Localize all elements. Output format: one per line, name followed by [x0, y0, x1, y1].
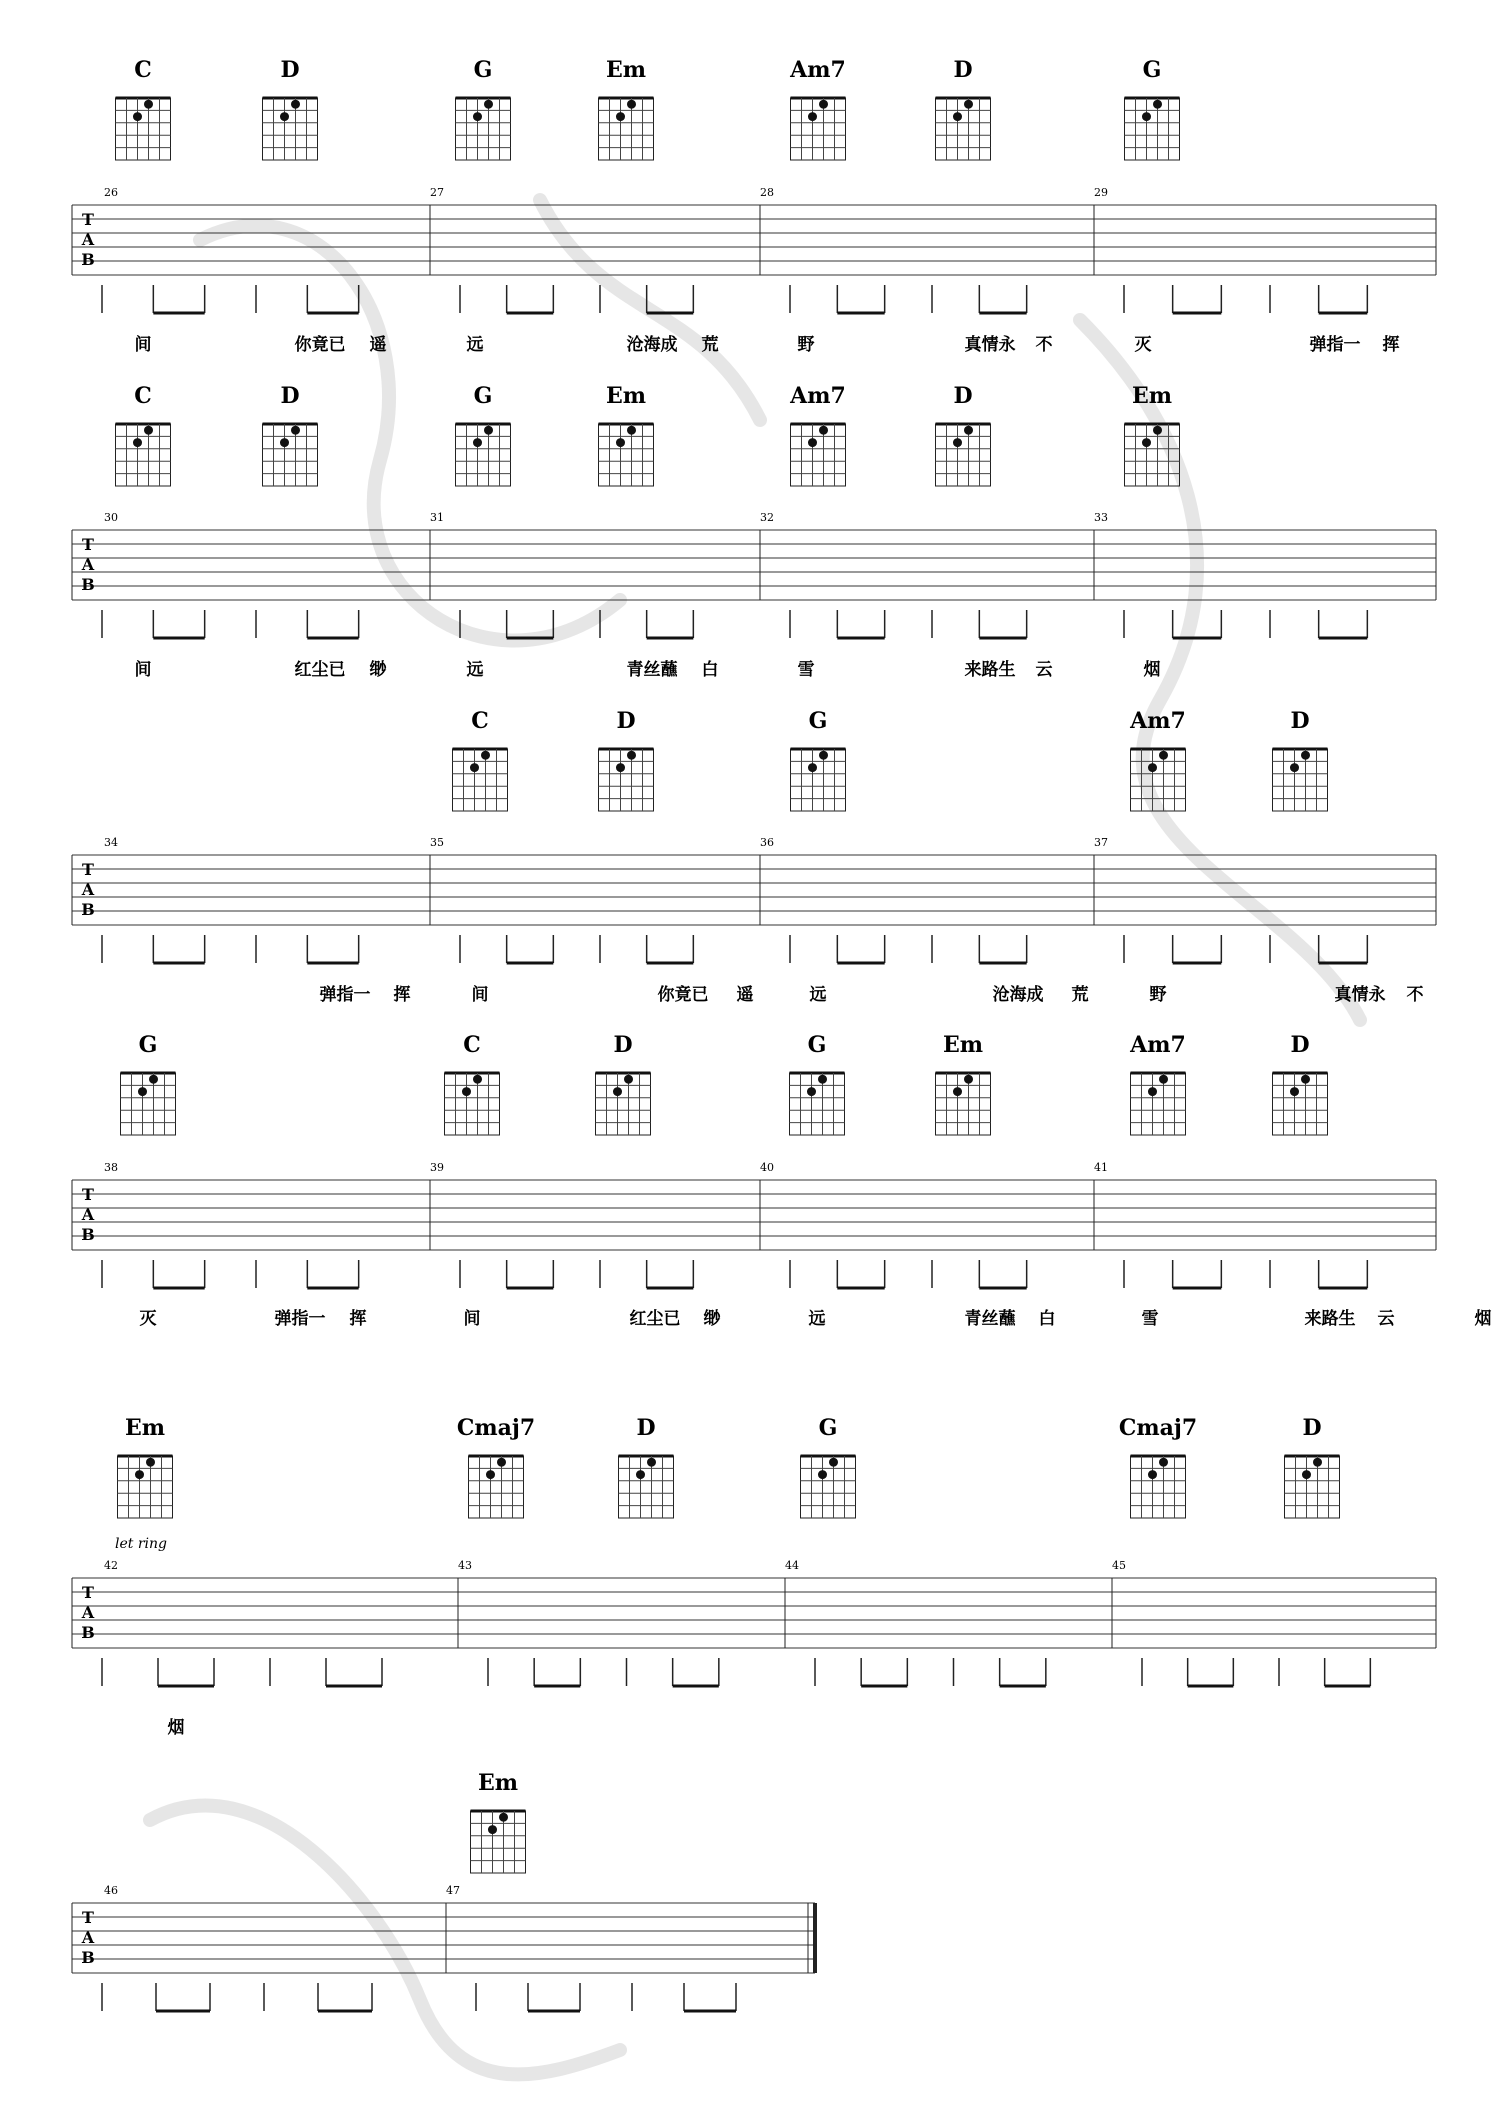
row6-chord-names — [478, 1770, 518, 1796]
row2-chord-names — [134, 383, 1172, 409]
chord-name: D — [1290, 708, 1310, 734]
chord-name: Em — [942, 1032, 984, 1058]
finger-dot — [1148, 763, 1157, 772]
tab-label-t: T — [82, 860, 94, 879]
lyric: 灭 — [139, 1309, 157, 1329]
chord-name: Em — [605, 383, 647, 409]
chord-diagram — [469, 1456, 524, 1518]
chord-name: C — [471, 708, 489, 734]
diagram-frame — [1125, 98, 1180, 160]
lyric: 烟 — [167, 1718, 185, 1738]
tab-staff — [72, 855, 1436, 963]
finger-dot — [819, 751, 828, 760]
chord-diagram — [1131, 1456, 1186, 1518]
diagram-frame — [599, 98, 654, 160]
finger-dot — [133, 112, 142, 121]
finger-dot — [616, 112, 625, 121]
lyric: 挥 — [393, 985, 411, 1005]
finger-dot — [808, 438, 817, 447]
lyric: 遥 — [369, 335, 387, 355]
watermark — [150, 200, 1360, 2074]
chord-name: Am7 — [1130, 708, 1186, 734]
row3-chord-names — [471, 708, 1309, 734]
measure-number: 33 — [1094, 511, 1108, 524]
row4-lyrics — [140, 1308, 1492, 1329]
row5-lyrics — [167, 1718, 185, 1738]
lyric: 荒 — [701, 335, 719, 355]
finger-dot — [484, 100, 493, 109]
row2-lyrics — [135, 659, 1161, 680]
finger-dot — [499, 1813, 508, 1822]
lyric: 云 — [1377, 1309, 1395, 1329]
chord-name: C — [463, 1032, 481, 1058]
diagram-frame — [791, 424, 846, 486]
lyric: 雪 — [797, 660, 815, 680]
chord-name: D — [1302, 1415, 1322, 1441]
chord-name: G — [818, 1415, 838, 1441]
measure-number: 29 — [1094, 186, 1108, 199]
lyric: 远 — [466, 335, 484, 355]
tab-label-b: B — [81, 1225, 95, 1244]
diagram-frame — [471, 1811, 526, 1873]
lyric: 野 — [1149, 985, 1167, 1005]
tab-staff — [72, 1578, 1436, 1686]
tab-label-b: B — [81, 1623, 95, 1642]
diagram-frame — [599, 424, 654, 486]
lyric: 雪 — [1141, 1309, 1159, 1329]
lyric: 弹指一 — [274, 1309, 326, 1329]
finger-dot — [1148, 1470, 1157, 1479]
measure-number: 47 — [446, 1884, 460, 1897]
measure-number: 32 — [760, 511, 774, 524]
finger-dot — [808, 763, 817, 772]
tab-label-t: T — [82, 1583, 94, 1602]
finger-dot — [473, 112, 482, 121]
chord-name: Cmaj7 — [1118, 1415, 1198, 1441]
finger-dot — [1290, 763, 1299, 772]
chord-name: D — [953, 383, 973, 409]
tab-label-t: T — [82, 210, 94, 229]
chord-diagram — [1273, 749, 1328, 811]
lyric: 野 — [797, 335, 815, 355]
finger-dot — [481, 751, 490, 760]
row3-lyrics — [320, 984, 1424, 1005]
finger-dot — [1153, 100, 1162, 109]
finger-dot — [627, 751, 636, 760]
finger-dot — [462, 1087, 471, 1096]
chord-name: Em — [477, 1770, 519, 1796]
chord-name: D — [280, 383, 300, 409]
finger-dot — [1159, 1075, 1168, 1084]
finger-dot — [497, 1458, 506, 1467]
finger-dot — [953, 112, 962, 121]
finger-dot — [953, 438, 962, 447]
measure-number: 39 — [430, 1161, 444, 1174]
lyric: 灭 — [1134, 335, 1152, 355]
finger-dot — [473, 438, 482, 447]
tab-label-a: A — [81, 230, 95, 249]
diagram-frame — [116, 424, 171, 486]
lyric: 云 — [1035, 660, 1053, 680]
chord-diagram — [790, 1073, 845, 1135]
tab-staff — [72, 1180, 1436, 1288]
chord-name: Am7 — [1130, 1032, 1186, 1058]
row1-lyrics — [135, 334, 1400, 355]
chord-diagram — [263, 424, 318, 486]
diagram-frame — [116, 98, 171, 160]
measure-number: 44 — [785, 1559, 799, 1572]
lyric: 来路生 — [1304, 1309, 1356, 1329]
lyric: 真情永 — [964, 335, 1016, 355]
finger-dot — [133, 438, 142, 447]
diagram-frame — [1131, 1456, 1186, 1518]
finger-dot — [1301, 751, 1310, 760]
lyric: 红尘已 — [629, 1309, 681, 1329]
lyric: 远 — [808, 1309, 826, 1329]
measure-number: 36 — [760, 836, 774, 849]
chord-name: Am7 — [790, 57, 846, 83]
diagram-frame — [791, 749, 846, 811]
finger-dot — [1302, 1470, 1311, 1479]
tab-label-b: B — [81, 1948, 95, 1967]
chord-diagram — [936, 1073, 991, 1135]
chord-diagram — [263, 98, 318, 160]
finger-dot — [1313, 1458, 1322, 1467]
lyric: 沧海成 — [992, 985, 1044, 1005]
measure-number: 31 — [430, 511, 444, 524]
diagram-frame — [1273, 749, 1328, 811]
finger-dot — [1148, 1087, 1157, 1096]
lyric: 间 — [134, 660, 152, 680]
measure-number: 38 — [104, 1161, 118, 1174]
finger-dot — [807, 1087, 816, 1096]
finger-dot — [1290, 1087, 1299, 1096]
chord-diagram — [445, 1073, 500, 1135]
measure-number: 35 — [430, 836, 444, 849]
chord-name: Em — [605, 57, 647, 83]
chord-diagram — [936, 424, 991, 486]
lyric: 你竟已 — [294, 335, 346, 355]
chord-name: Em — [1131, 383, 1173, 409]
finger-dot — [964, 1075, 973, 1084]
row1-chord-names — [134, 57, 1161, 83]
lyric: 青丝蘸 — [964, 1309, 1016, 1329]
lyric: 青丝蘸 — [626, 660, 678, 680]
measure-number: 45 — [1112, 1559, 1126, 1572]
tab-label-a: A — [81, 1928, 95, 1947]
measure-number: 46 — [104, 1884, 118, 1897]
finger-dot — [280, 438, 289, 447]
chord-diagram — [1131, 1073, 1186, 1135]
finger-dot — [144, 426, 153, 435]
lyric: 你竟已 — [657, 985, 709, 1005]
chord-diagram — [791, 98, 846, 160]
chord-diagram — [596, 1073, 651, 1135]
chord-diagram — [1285, 1456, 1340, 1518]
chord-diagram — [791, 749, 846, 811]
tab-labels — [81, 210, 95, 1967]
chord-diagram — [121, 1073, 176, 1135]
diagram-frame — [936, 98, 991, 160]
finger-dot — [486, 1470, 495, 1479]
measure-number: 40 — [760, 1161, 774, 1174]
lyric: 荒 — [1071, 985, 1089, 1005]
row5-chord-names — [125, 1415, 1322, 1441]
tab-label-t: T — [82, 535, 94, 554]
finger-dot — [1142, 438, 1151, 447]
chord-name: D — [953, 57, 973, 83]
diagram-frame — [1285, 1456, 1340, 1518]
tab-label-a: A — [81, 555, 95, 574]
finger-dot — [627, 100, 636, 109]
finger-dot — [616, 438, 625, 447]
finger-dot — [1159, 1458, 1168, 1467]
diagram-frame — [456, 98, 511, 160]
diagram-frame — [118, 1456, 173, 1518]
lyric: 缈 — [369, 660, 387, 680]
diagram-frame — [445, 1073, 500, 1135]
measure-number: 41 — [1094, 1161, 1108, 1174]
diagram-frame — [453, 749, 508, 811]
lyric: 白 — [701, 660, 719, 680]
chord-name: D — [613, 1032, 633, 1058]
lyric: 弹指一 — [319, 985, 371, 1005]
tab-label-t: T — [82, 1908, 94, 1927]
finger-dot — [470, 763, 479, 772]
finger-dot — [291, 426, 300, 435]
chord-diagram — [1273, 1073, 1328, 1135]
finger-dot — [1301, 1075, 1310, 1084]
let-ring-annotation: let ring — [115, 1536, 167, 1552]
finger-dot — [819, 426, 828, 435]
tab-label-a: A — [81, 1603, 95, 1622]
lyric: 远 — [809, 985, 827, 1005]
measure-number: 28 — [760, 186, 774, 199]
lyric: 弹指一 — [1309, 335, 1361, 355]
finger-dot — [964, 426, 973, 435]
measure-number: 34 — [104, 836, 118, 849]
chord-name: Cmaj7 — [456, 1415, 536, 1441]
chord-diagram — [599, 424, 654, 486]
tab-label-a: A — [81, 1205, 95, 1224]
chord-name: G — [1142, 57, 1162, 83]
chord-diagram — [791, 424, 846, 486]
finger-dot — [624, 1075, 633, 1084]
finger-dot — [818, 1075, 827, 1084]
lyric: 烟 — [1143, 660, 1161, 680]
chord-name: G — [138, 1032, 158, 1058]
lyric: 沧海成 — [626, 335, 678, 355]
measure-number: 43 — [458, 1559, 472, 1572]
finger-dot — [818, 1470, 827, 1479]
diagram-frame — [456, 424, 511, 486]
finger-dot — [280, 112, 289, 121]
diagram-frame — [801, 1456, 856, 1518]
chord-name: G — [473, 383, 493, 409]
measure-number: 27 — [430, 186, 444, 199]
measure-number: 30 — [104, 511, 118, 524]
lyric: 远 — [466, 660, 484, 680]
chord-diagram — [599, 98, 654, 160]
chord-name: C — [134, 57, 152, 83]
lyric: 白 — [1038, 1309, 1056, 1329]
diagram-frame — [936, 1073, 991, 1135]
lyric: 真情永 — [1334, 985, 1386, 1005]
finger-dot — [473, 1075, 482, 1084]
chord-diagram — [936, 98, 991, 160]
finger-dot — [1153, 426, 1162, 435]
chord-diagram — [453, 749, 508, 811]
lyric: 挥 — [1382, 335, 1400, 355]
chord-diagram — [456, 424, 511, 486]
finger-dot — [146, 1458, 155, 1467]
lyric: 遥 — [736, 985, 754, 1005]
row4-chord-names — [139, 1032, 1310, 1058]
finger-dot — [138, 1087, 147, 1096]
chord-diagram — [471, 1811, 526, 1873]
finger-dot — [1142, 112, 1151, 121]
finger-dot — [616, 763, 625, 772]
chord-diagram — [801, 1456, 856, 1518]
lyric: 不 — [1035, 335, 1053, 355]
finger-dot — [1159, 751, 1168, 760]
chord-diagram — [619, 1456, 674, 1518]
finger-dot — [636, 1470, 645, 1479]
measure-number: 42 — [104, 1559, 118, 1572]
chord-diagram — [118, 1456, 173, 1518]
diagram-frame — [791, 98, 846, 160]
finger-dot — [829, 1458, 838, 1467]
chord-name: G — [807, 1032, 827, 1058]
finger-dot — [149, 1075, 158, 1084]
chord-name: Em — [124, 1415, 166, 1441]
lyric: 来路生 — [964, 660, 1016, 680]
diagram-frame — [1273, 1073, 1328, 1135]
chord-name: C — [134, 383, 152, 409]
lyric: 红尘已 — [294, 660, 346, 680]
lyric: 不 — [1406, 985, 1424, 1005]
diagram-frame — [469, 1456, 524, 1518]
finger-dot — [627, 426, 636, 435]
lyric: 间 — [134, 335, 152, 355]
chord-diagram — [1125, 98, 1180, 160]
tab-label-b: B — [81, 250, 95, 269]
measure-number: 26 — [104, 186, 118, 199]
tab-staves — [72, 205, 1436, 2011]
diagram-frame — [790, 1073, 845, 1135]
chord-name: D — [1290, 1032, 1310, 1058]
diagram-frame — [1131, 1073, 1186, 1135]
chord-name: G — [473, 57, 493, 83]
diagram-frame — [596, 1073, 651, 1135]
tab-label-b: B — [81, 900, 95, 919]
diagram-frame — [263, 98, 318, 160]
tab-staff — [72, 530, 1436, 638]
chord-name: D — [616, 708, 636, 734]
tab-label-a: A — [81, 880, 95, 899]
diagram-frame — [599, 749, 654, 811]
lyric: 间 — [471, 985, 489, 1005]
chord-name: D — [636, 1415, 656, 1441]
diagram-frame — [263, 424, 318, 486]
chord-diagram — [599, 749, 654, 811]
chord-name: Am7 — [790, 383, 846, 409]
chord-name: G — [808, 708, 828, 734]
finger-dot — [135, 1470, 144, 1479]
lyric: 烟 — [1474, 1309, 1492, 1329]
lyric: 挥 — [349, 1309, 367, 1329]
finger-dot — [953, 1087, 962, 1096]
finger-dot — [647, 1458, 656, 1467]
finger-dot — [613, 1087, 622, 1096]
finger-dot — [144, 100, 153, 109]
measure-number: 37 — [1094, 836, 1108, 849]
finger-dot — [808, 112, 817, 121]
tab-label-t: T — [82, 1185, 94, 1204]
finger-dot — [488, 1825, 497, 1834]
diagram-frame — [619, 1456, 674, 1518]
chord-name: D — [280, 57, 300, 83]
chord-diagram — [116, 98, 171, 160]
lyric: 间 — [463, 1309, 481, 1329]
tab-label-b: B — [81, 575, 95, 594]
finger-dot — [819, 100, 828, 109]
tab-staff — [72, 1903, 815, 2011]
finger-dot — [291, 100, 300, 109]
lyric: 缈 — [703, 1309, 721, 1329]
chord-diagram — [116, 424, 171, 486]
chord-diagram — [456, 98, 511, 160]
finger-dot — [484, 426, 493, 435]
diagram-frame — [121, 1073, 176, 1135]
finger-dot — [964, 100, 973, 109]
diagram-frame — [936, 424, 991, 486]
